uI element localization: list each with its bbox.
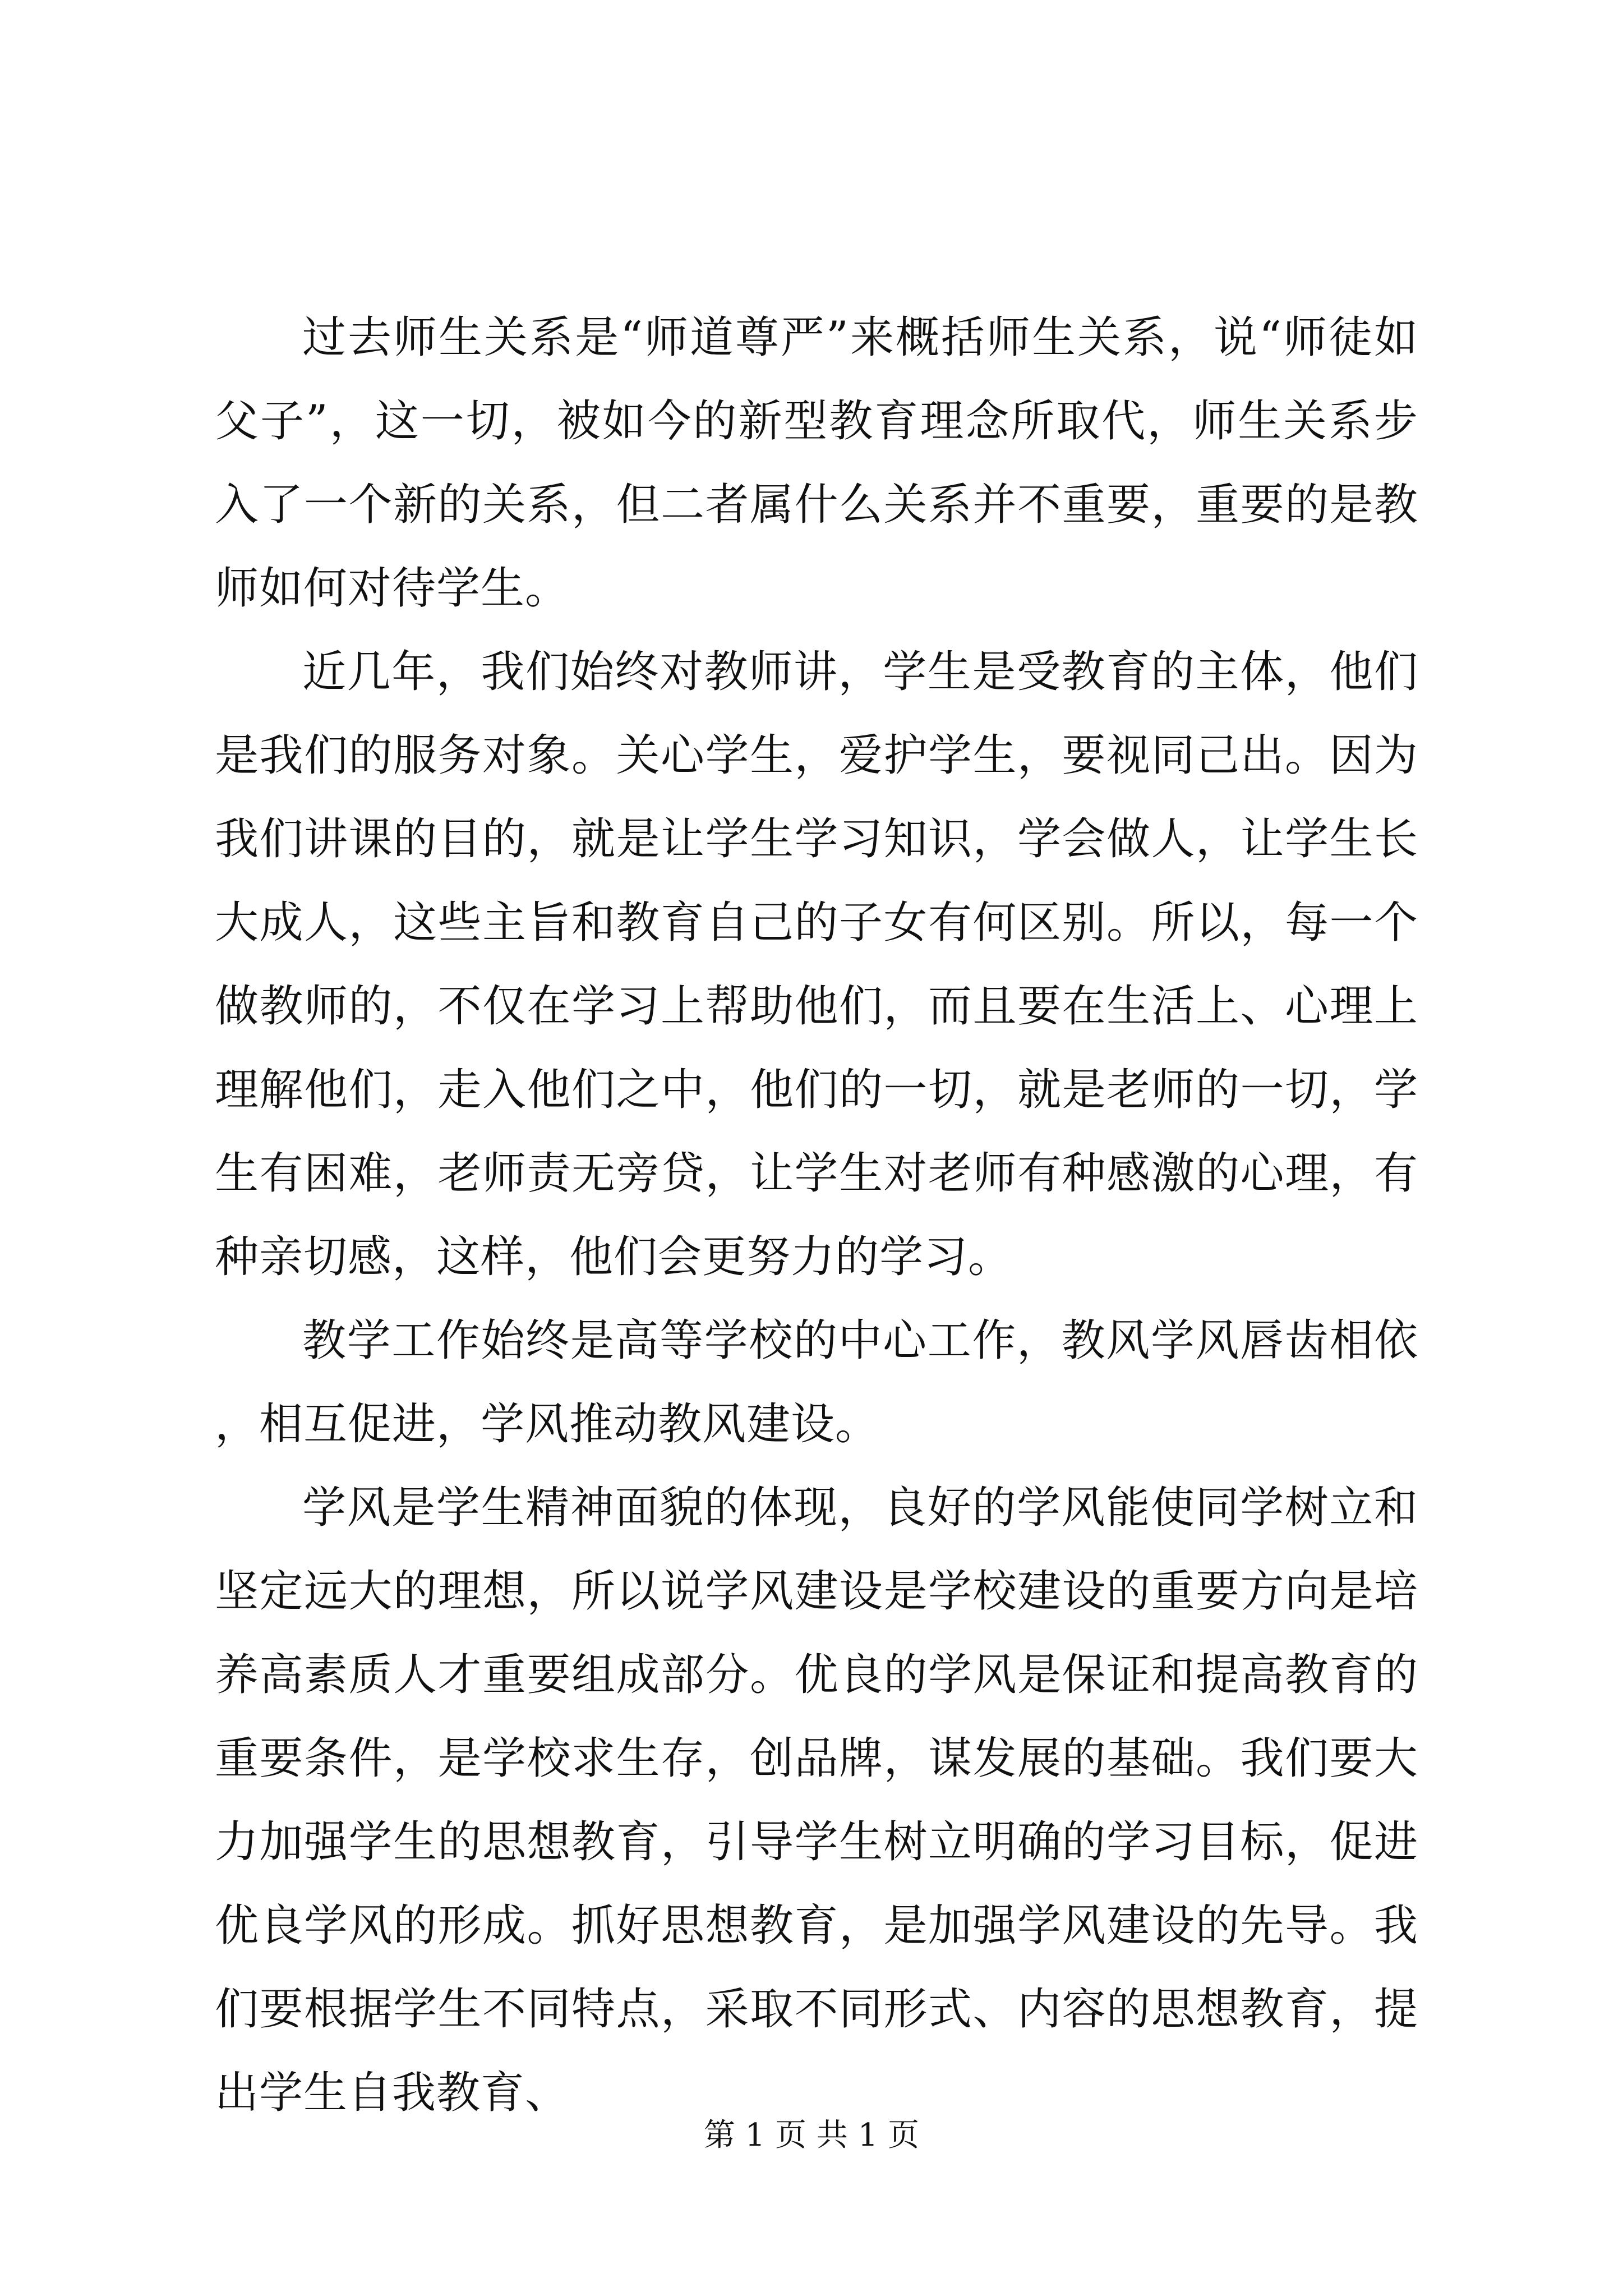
paragraph-4: 学风是学生精神面貌的体现，良好的学风能使同学树立和坚定远大的理想，所以说学风建设是学校建设的重要方向是培养高素质人才重要组成部分。优良的学风是保证和提高教育的重要条件，是学校求生存，创品牌，谋发展的基础。我们要大力加强学生的思想教育，引导学生树立明确的学习目标，促进优良学风的形成。抓好思想教育，是加强学风建设的先导。我们要根据学生不同特点，采取不同形式、内容的思想教育，提出学生自我教育、 bbox=[215, 1483, 1418, 2118]
page-footer: 第 1 页 共 1 页 bbox=[703, 2117, 920, 2154]
paragraph-2: 近几年，我们始终对教师讲，学生是受教育的主体，他们是我们的服务对象。关心学生，爱护学生，要视同己出。因为我们讲课的目的，就是让学生学习知识，学会做人，让学生长大成人，这些主旨和教育自己的子女有何区别。所以，每一个做教师的，不仅在学习上帮助他们，而且要在生活上、心理上理解他们，走入他们之中，他们的一切，就是老师的一切，学生有困难，老师责无旁贷，让学生对老师有种感激的心理，有种亲切感，这样，他们会更努力的学习。 bbox=[215, 647, 1418, 1282]
paragraph-1: 过去师生关系是“师道尊严”来概括师生关系，说“师徒如父子”，这一切，被如今的新型教育理念所取代，师生关系步入了一个新的关系，但二者属什么关系并不重要，重要的是教师如何对待学生。 bbox=[215, 312, 1418, 614]
document-body bbox=[215, 296, 1418, 2135]
paragraph-3: 教学工作始终是高等学校的中心工作，教风学风唇齿相依，相互促进，学风推动教风建设。 bbox=[215, 1315, 1418, 1450]
